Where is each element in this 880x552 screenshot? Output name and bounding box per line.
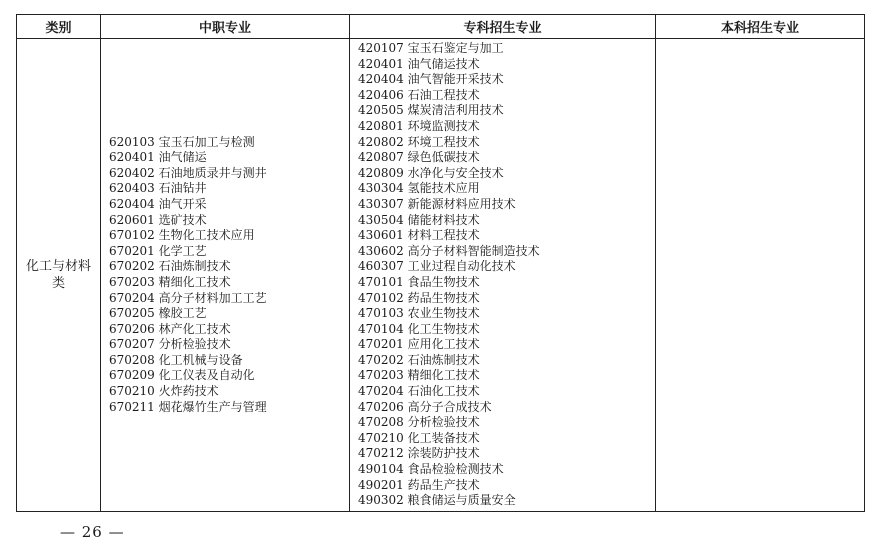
list-item: 470208 分析检验技术 (358, 415, 480, 430)
list-item: 470103 农业生物技术 (358, 306, 480, 321)
benke-cell (656, 39, 865, 512)
list-item: 420406 石油工程技术 (358, 87, 480, 102)
list-item: 670206 林产化工技术 (109, 321, 231, 336)
list-item: 420401 油气储运技术 (358, 56, 480, 71)
list-item: 620404 油气开采 (109, 196, 207, 211)
list-item: 430307 新能源材料应用技术 (358, 196, 516, 211)
list-item: 420801 环境监测技术 (358, 118, 480, 133)
table-header-row (17, 15, 865, 39)
list-item: 620103 宝玉石加工与检测 (109, 134, 255, 149)
list-item: 670208 化工机械与设备 (109, 352, 243, 367)
header-category: 类别 (17, 15, 101, 39)
list-item: 670207 分析检验技术 (109, 337, 231, 352)
list-item: 670211 烟花爆竹生产与管理 (109, 399, 267, 414)
list-item: 670203 精细化工技术 (109, 274, 231, 289)
list-item: 470210 化工装备技术 (358, 430, 480, 445)
list-item: 470206 高分子合成技术 (358, 399, 492, 414)
list-item: 420809 水净化与安全技术 (358, 165, 504, 180)
list-item: 670205 橡胶工艺 (109, 306, 207, 321)
list-item: 420807 绿色低碳技术 (358, 150, 480, 165)
list-item: 670210 火炸药技术 (109, 384, 219, 399)
major-catalog-table (16, 14, 865, 512)
header-benke: 本科招生专业 (656, 15, 865, 39)
list-item: 670102 生物化工技术应用 (109, 228, 255, 243)
list-item: 670201 化学工艺 (109, 243, 207, 258)
list-item: 470203 精细化工技术 (358, 368, 480, 383)
table-row (17, 39, 865, 512)
list-item: 620401 油气储运 (109, 150, 207, 165)
list-item: 490201 药品生产技术 (358, 477, 480, 492)
category-cell: 化工与材料类 (17, 39, 101, 512)
list-item: 670209 化工仪表及自动化 (109, 368, 255, 383)
list-item: 460307 工业过程自动化技术 (358, 259, 516, 274)
list-item: 670202 石油炼制技术 (109, 259, 231, 274)
zhuanke-cell (350, 39, 656, 512)
list-item: 420505 煤炭清洁利用技术 (358, 103, 504, 118)
list-item: 470204 石油化工技术 (358, 384, 480, 399)
header-zhongzhi: 中职专业 (101, 15, 350, 39)
list-item: 430602 高分子材料智能制造技术 (358, 243, 540, 258)
list-item: 420107 宝玉石鉴定与加工 (358, 41, 504, 55)
list-item: 470212 涂装防护技术 (358, 446, 480, 461)
list-item: 490302 粮食储运与质量安全 (358, 493, 516, 508)
list-item: 470201 应用化工技术 (358, 337, 480, 352)
list-item: 430601 材料工程技术 (358, 228, 480, 243)
list-item: 620403 石油钻井 (109, 181, 207, 196)
page-number: — 26 — (60, 523, 125, 541)
zhongzhi-cell (101, 39, 350, 512)
list-item: 490104 食品检验检测技术 (358, 462, 504, 477)
list-item: 620402 石油地质录井与测井 (109, 165, 267, 180)
list-item: 420802 环境工程技术 (358, 134, 480, 149)
list-item: 470101 食品生物技术 (358, 274, 480, 289)
list-item: 470102 药品生物技术 (358, 290, 480, 305)
list-item: 470202 石油炼制技术 (358, 352, 480, 367)
list-item: 430504 储能材料技术 (358, 212, 480, 227)
list-item: 670204 高分子材料加工工艺 (109, 290, 267, 305)
list-item: 620601 选矿技术 (109, 212, 207, 227)
list-item: 430304 氢能技术应用 (358, 181, 480, 196)
list-item: 470104 化工生物技术 (358, 321, 480, 336)
list-item: 420404 油气智能开采技术 (358, 72, 504, 87)
header-zhuanke: 专科招生专业 (350, 15, 656, 39)
